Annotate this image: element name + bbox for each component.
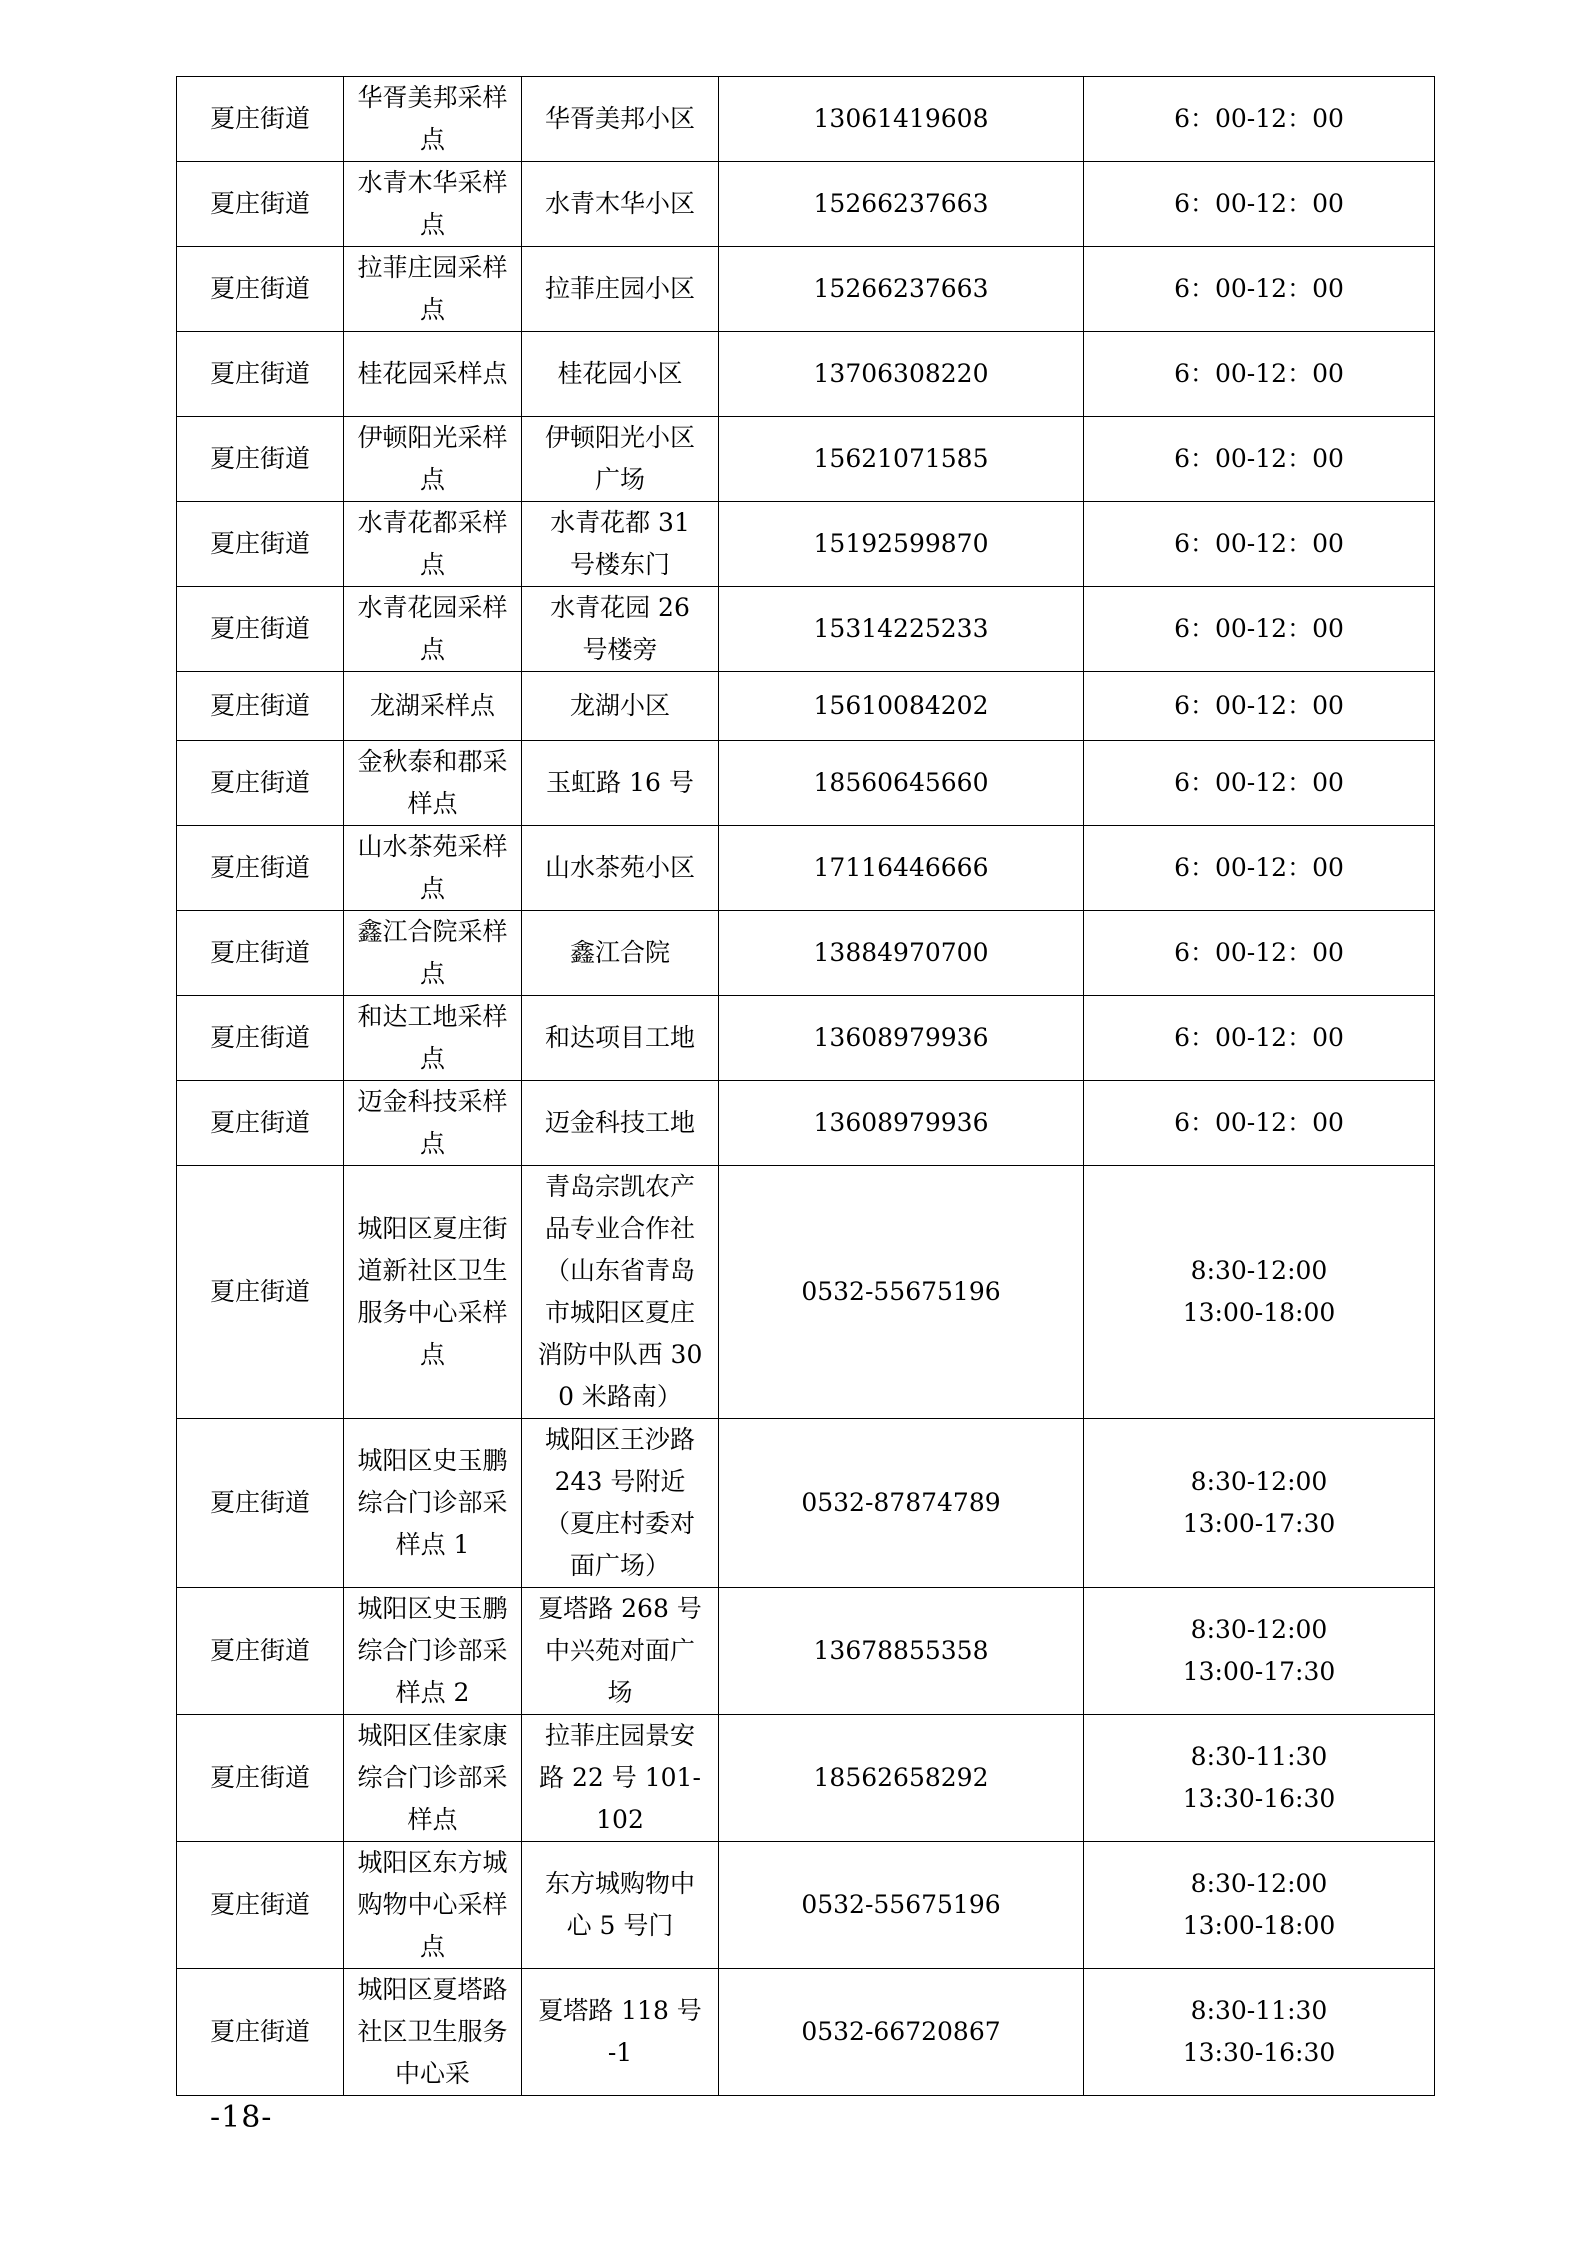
hours-line: 6：00-12：00 <box>1174 274 1344 303</box>
sampling-site-table <box>176 76 1435 2096</box>
hours-cell <box>1084 911 1435 996</box>
hours-line: 6：00-12：00 <box>1174 768 1344 797</box>
district-cell: 夏庄街道 <box>177 826 344 911</box>
phone-cell: 0532-66720867 <box>719 1969 1084 2096</box>
hours-cell <box>1084 1588 1435 1715</box>
table-row <box>177 247 1435 332</box>
table-row <box>177 1081 1435 1166</box>
phone-cell: 15192599870 <box>719 502 1084 587</box>
hours-cell <box>1084 1969 1435 2096</box>
address-cell: 水青花园 26 号楼旁 <box>522 587 719 672</box>
district-cell: 夏庄街道 <box>177 1969 344 2096</box>
table-row <box>177 741 1435 826</box>
site-name-cell: 拉菲庄园采样点 <box>344 247 522 332</box>
table-row <box>177 911 1435 996</box>
hours-cell <box>1084 502 1435 587</box>
site-name-cell: 华胥美邦采样点 <box>344 77 522 162</box>
hours-line: 8:30-12:00 <box>1190 1256 1328 1285</box>
address-cell: 青岛宗凯农产品专业合作社（山东省青岛市城阳区夏庄消防中队西 300 米路南） <box>522 1166 719 1419</box>
site-name-cell: 城阳区史玉鹏综合门诊部采样点 2 <box>344 1588 522 1715</box>
site-name-cell: 龙湖采样点 <box>344 672 522 741</box>
hours-cell <box>1084 332 1435 417</box>
address-cell: 伊顿阳光小区广场 <box>522 417 719 502</box>
hours-cell <box>1084 996 1435 1081</box>
district-cell: 夏庄街道 <box>177 672 344 741</box>
hours-line: 13:00-17:30 <box>1182 1657 1336 1686</box>
hours-cell <box>1084 587 1435 672</box>
table-row <box>177 162 1435 247</box>
district-cell: 夏庄街道 <box>177 77 344 162</box>
address-cell: 城阳区王沙路 243 号附近（夏庄村委对面广场） <box>522 1419 719 1588</box>
address-cell: 拉菲庄园景安路 22 号 101-102 <box>522 1715 719 1842</box>
hours-line: 6：00-12：00 <box>1174 614 1344 643</box>
hours-line: 8:30-12:00 <box>1190 1869 1328 1898</box>
address-cell: 水青木华小区 <box>522 162 719 247</box>
hours-line: 13:00-18:00 <box>1182 1298 1336 1327</box>
table-body <box>177 77 1435 2096</box>
site-name-cell: 和达工地采样点 <box>344 996 522 1081</box>
table-row <box>177 996 1435 1081</box>
phone-cell: 13608979936 <box>719 996 1084 1081</box>
table-row <box>177 1969 1435 2096</box>
site-name-cell: 水青花都采样点 <box>344 502 522 587</box>
address-cell: 拉菲庄园小区 <box>522 247 719 332</box>
address-cell: 和达项目工地 <box>522 996 719 1081</box>
hours-cell <box>1084 1081 1435 1166</box>
phone-cell: 18562658292 <box>719 1715 1084 1842</box>
phone-cell: 13608979936 <box>719 1081 1084 1166</box>
district-cell: 夏庄街道 <box>177 911 344 996</box>
hours-line: 8:30-11:30 <box>1190 1742 1328 1771</box>
page-number: -18- <box>210 2100 273 2135</box>
site-name-cell: 金秋泰和郡采样点 <box>344 741 522 826</box>
district-cell: 夏庄街道 <box>177 1715 344 1842</box>
address-cell: 夏塔路 118 号 -1 <box>522 1969 719 2096</box>
hours-line: 6：00-12：00 <box>1174 1023 1344 1052</box>
hours-line: 13:30-16:30 <box>1182 1784 1336 1813</box>
hours-cell <box>1084 247 1435 332</box>
district-cell: 夏庄街道 <box>177 332 344 417</box>
hours-line: 6：00-12：00 <box>1174 189 1344 218</box>
hours-line: 13:30-16:30 <box>1182 2038 1336 2067</box>
phone-cell: 13706308220 <box>719 332 1084 417</box>
hours-cell <box>1084 1715 1435 1842</box>
district-cell: 夏庄街道 <box>177 741 344 826</box>
address-cell: 鑫江合院 <box>522 911 719 996</box>
address-cell: 桂花园小区 <box>522 332 719 417</box>
phone-cell: 0532-55675196 <box>719 1842 1084 1969</box>
address-cell: 迈金科技工地 <box>522 1081 719 1166</box>
district-cell: 夏庄街道 <box>177 1419 344 1588</box>
table-row <box>177 1588 1435 1715</box>
site-name-cell: 桂花园采样点 <box>344 332 522 417</box>
address-cell: 玉虹路 16 号 <box>522 741 719 826</box>
hours-cell <box>1084 826 1435 911</box>
table-row <box>177 77 1435 162</box>
phone-cell: 13884970700 <box>719 911 1084 996</box>
address-cell: 华胥美邦小区 <box>522 77 719 162</box>
address-cell: 东方城购物中心 5 号门 <box>522 1842 719 1969</box>
address-cell: 龙湖小区 <box>522 672 719 741</box>
district-cell: 夏庄街道 <box>177 1081 344 1166</box>
district-cell: 夏庄街道 <box>177 162 344 247</box>
district-cell: 夏庄街道 <box>177 1588 344 1715</box>
table-row <box>177 1166 1435 1419</box>
phone-cell: 0532-87874789 <box>719 1419 1084 1588</box>
hours-cell <box>1084 77 1435 162</box>
site-name-cell: 城阳区佳家康综合门诊部采样点 <box>344 1715 522 1842</box>
phone-cell: 15621071585 <box>719 417 1084 502</box>
hours-line: 6：00-12：00 <box>1174 938 1344 967</box>
table-row <box>177 1842 1435 1969</box>
hours-line: 6：00-12：00 <box>1174 1108 1344 1137</box>
hours-cell <box>1084 672 1435 741</box>
hours-line: 6：00-12：00 <box>1174 691 1344 720</box>
phone-cell: 17116446666 <box>719 826 1084 911</box>
site-name-cell: 城阳区史玉鹏综合门诊部采样点 1 <box>344 1419 522 1588</box>
district-cell: 夏庄街道 <box>177 247 344 332</box>
hours-cell <box>1084 1166 1435 1419</box>
phone-cell: 0532-55675196 <box>719 1166 1084 1419</box>
district-cell: 夏庄街道 <box>177 996 344 1081</box>
hours-cell <box>1084 1842 1435 1969</box>
site-name-cell: 水青木华采样点 <box>344 162 522 247</box>
hours-line: 6：00-12：00 <box>1174 359 1344 388</box>
table-row <box>177 332 1435 417</box>
table-row <box>177 1715 1435 1842</box>
phone-cell: 15610084202 <box>719 672 1084 741</box>
site-name-cell: 城阳区夏庄街道新社区卫生服务中心采样点 <box>344 1166 522 1419</box>
phone-cell: 15266237663 <box>719 162 1084 247</box>
hours-line: 6：00-12：00 <box>1174 444 1344 473</box>
district-cell: 夏庄街道 <box>177 502 344 587</box>
hours-line: 6：00-12：00 <box>1174 529 1344 558</box>
hours-cell <box>1084 417 1435 502</box>
table-row <box>177 1419 1435 1588</box>
district-cell: 夏庄街道 <box>177 417 344 502</box>
table-row <box>177 672 1435 741</box>
hours-line: 8:30-12:00 <box>1190 1615 1328 1644</box>
address-cell: 夏塔路 268 号中兴苑对面广场 <box>522 1588 719 1715</box>
district-cell: 夏庄街道 <box>177 1166 344 1419</box>
table-row <box>177 417 1435 502</box>
table-row <box>177 502 1435 587</box>
hours-line: 8:30-12:00 <box>1190 1467 1328 1496</box>
district-cell: 夏庄街道 <box>177 1842 344 1969</box>
site-name-cell: 城阳区夏塔路社区卫生服务中心采 <box>344 1969 522 2096</box>
address-cell: 水青花都 31 号楼东门 <box>522 502 719 587</box>
site-name-cell: 迈金科技采样点 <box>344 1081 522 1166</box>
phone-cell: 13061419608 <box>719 77 1084 162</box>
hours-cell <box>1084 162 1435 247</box>
hours-cell <box>1084 1419 1435 1588</box>
phone-cell: 18560645660 <box>719 741 1084 826</box>
hours-cell <box>1084 741 1435 826</box>
site-name-cell: 水青花园采样点 <box>344 587 522 672</box>
site-name-cell: 城阳区东方城购物中心采样点 <box>344 1842 522 1969</box>
address-cell: 山水茶苑小区 <box>522 826 719 911</box>
phone-cell: 15266237663 <box>719 247 1084 332</box>
site-name-cell: 山水茶苑采样点 <box>344 826 522 911</box>
hours-line: 6：00-12：00 <box>1174 853 1344 882</box>
table-row <box>177 587 1435 672</box>
hours-line: 8:30-11:30 <box>1190 1996 1328 2025</box>
phone-cell: 15314225233 <box>719 587 1084 672</box>
district-cell: 夏庄街道 <box>177 587 344 672</box>
site-name-cell: 伊顿阳光采样点 <box>344 417 522 502</box>
site-name-cell: 鑫江合院采样点 <box>344 911 522 996</box>
phone-cell: 13678855358 <box>719 1588 1084 1715</box>
table-row <box>177 826 1435 911</box>
hours-line: 13:00-17:30 <box>1182 1509 1336 1538</box>
hours-line: 6：00-12：00 <box>1174 104 1344 133</box>
hours-line: 13:00-18:00 <box>1182 1911 1336 1940</box>
